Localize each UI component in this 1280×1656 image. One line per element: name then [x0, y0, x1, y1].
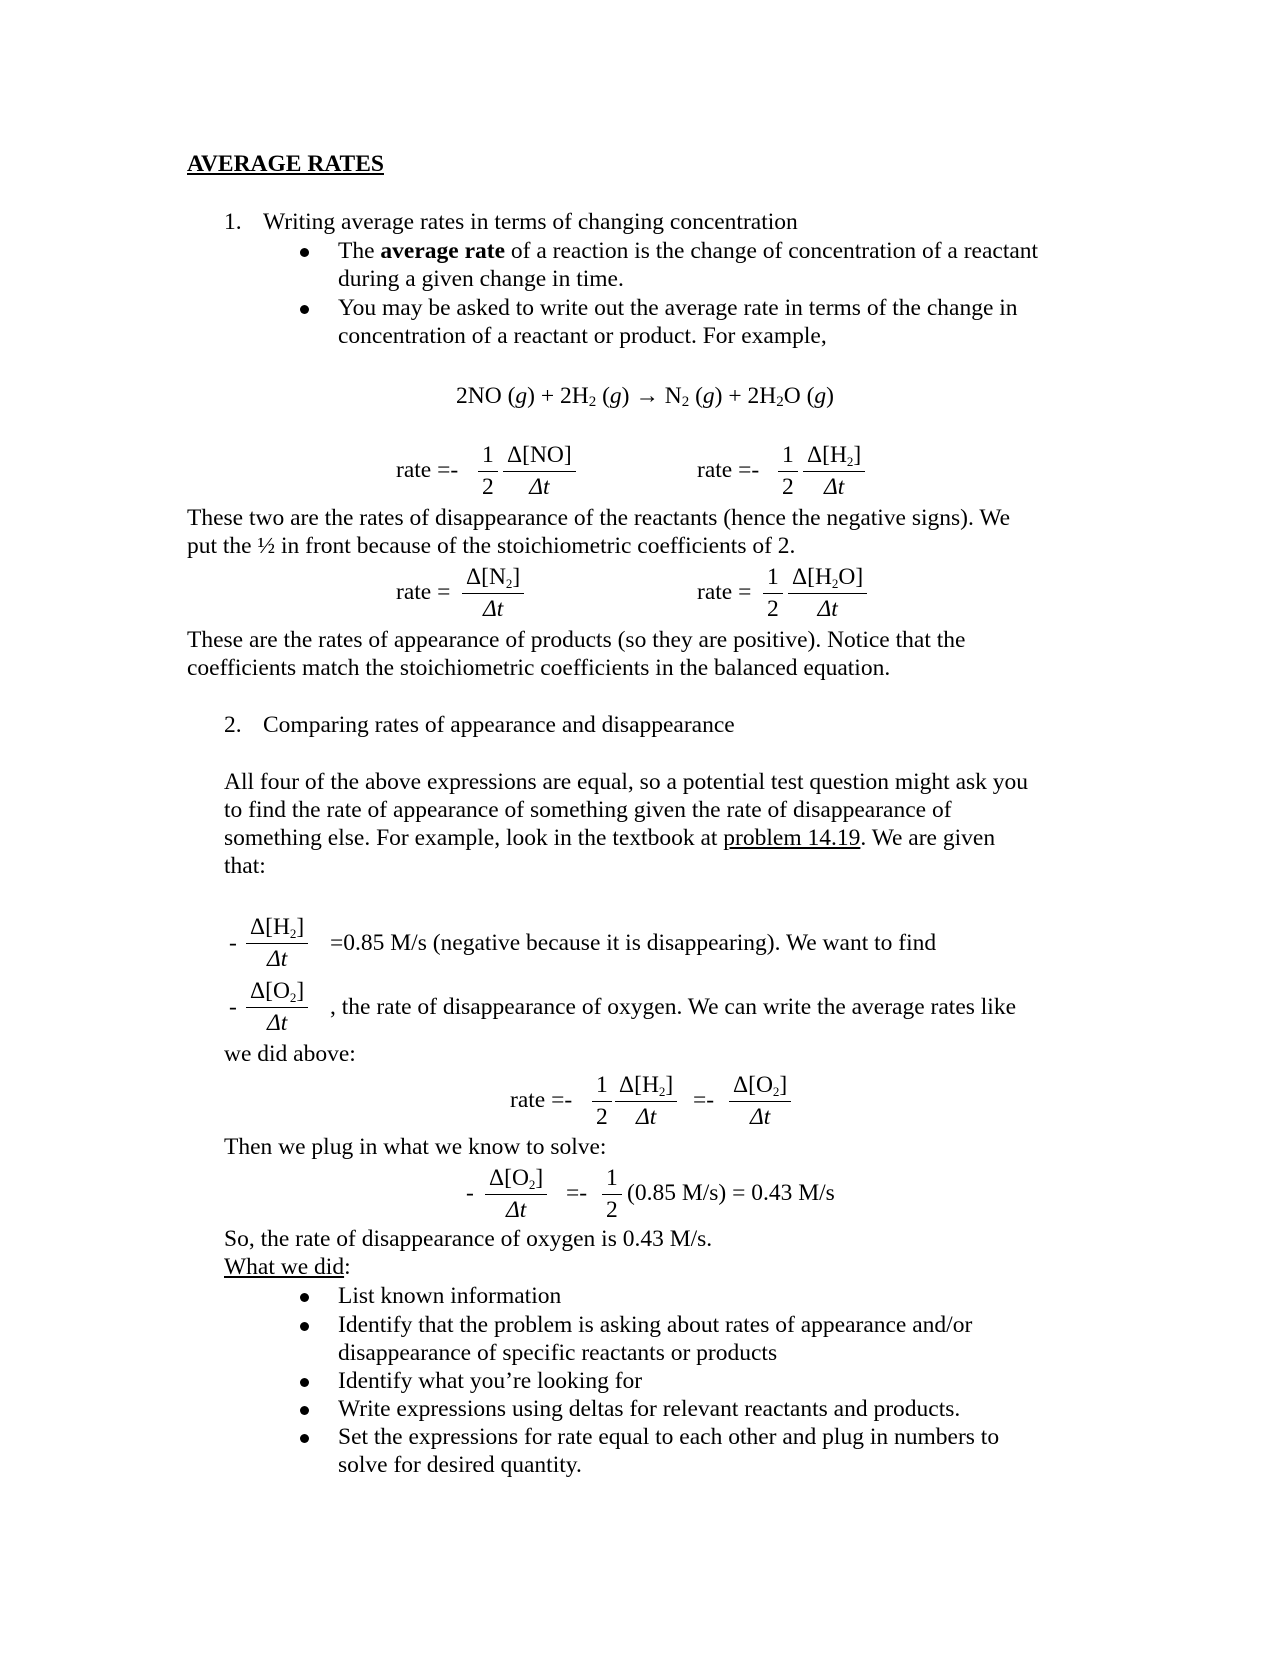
step-item-continuation: disappearance of specific reactants or products	[338, 1340, 778, 1366]
step-item: Write expressions using deltas for relevant reactants and products.	[338, 1396, 961, 1422]
rate-h2-label: rate =-	[697, 457, 760, 483]
step-item-continuation: solve for desired quantity.	[338, 1452, 582, 1478]
minus-sign: -	[466, 1180, 474, 1206]
what-we-did-heading: What we did:	[224, 1254, 351, 1280]
bullet-icon	[300, 248, 309, 257]
paragraph-reactants-line2: put the ½ in front because of the stoichiometric coefficients of 2.	[187, 533, 796, 559]
o2-rate-text: , the rate of disappearance of oxygen. We can write the average rates like	[330, 994, 1017, 1020]
combined-rate-label: rate =-	[510, 1087, 573, 1113]
minus-sign: -	[229, 930, 237, 956]
equals-minus: =-	[693, 1087, 715, 1113]
section-2-paragraph-line3: something else. For example, look in the textbook at problem 14.19. We are given	[224, 825, 996, 851]
rate-no-label: rate =-	[396, 457, 459, 483]
conclusion-text: So, the rate of disappearance of oxygen is 0.43 M/s.	[224, 1226, 713, 1252]
bullet-average-rate-line1: The average rate of a reaction is the change of concentration of a reactant	[338, 238, 1039, 264]
fraction-delta-h2-dt: $\Delta[H_2]$ Δt	[803, 441, 865, 501]
bullet-icon	[300, 1378, 309, 1387]
fraction-one-half: 1 2	[592, 1071, 612, 1131]
bullet-icon	[300, 1434, 309, 1443]
section-2-number: 2.	[224, 712, 242, 738]
fraction-delta-h2-dt: $\Delta[H_2]$ Δt	[246, 913, 308, 973]
fraction-delta-n2-dt: $\Delta[N_2]$ Δt	[462, 563, 524, 623]
bullet-icon	[300, 1293, 309, 1302]
paragraph-products-line1: These are the rates of appearance of products (so they are positive). Notice that the	[187, 627, 966, 653]
fraction-delta-h2o-dt: $\Delta[H_2O]$ Δt	[788, 563, 867, 623]
paragraph-products-line2: coefficients match the stoichiometric coefficients in the balanced equation.	[187, 655, 891, 681]
bullet-icon	[300, 305, 309, 314]
fraction-one-half: 1 2	[763, 563, 783, 623]
plug-in-text: Then we plug in what we know to solve:	[224, 1134, 607, 1160]
fraction-delta-no-dt: Δ[NO] Δt	[503, 441, 576, 501]
bullet-write-out-line1: You may be asked to write out the average rate in terms of the change in	[338, 295, 1018, 321]
fraction-delta-o2-dt: $\Delta[O_2]$ Δt	[485, 1164, 547, 1224]
calculation-text: (0.85 M/s) = 0.43 M/s	[627, 1180, 835, 1206]
paragraph-reactants-line1: These two are the rates of disappearance of the reactants (hence the negative signs). We	[187, 505, 1011, 531]
step-item: Identify that the problem is asking about rates of appearance and/or	[338, 1312, 973, 1338]
fraction-delta-o2-dt: $\Delta[O_2]$ Δt	[246, 977, 308, 1037]
equals-minus: =-	[566, 1180, 588, 1206]
we-did-above-text: we did above:	[224, 1041, 356, 1067]
fraction-delta-o2-dt: $\Delta[O_2]$ Δt	[729, 1071, 791, 1131]
given-rate-text: =0.85 M/s (negative because it is disappearing). We want to find	[330, 930, 937, 956]
chemical-equation: 2NO $(g) + 2H_2$ $(g) \to N_2$ $(g) + 2H_2O$ (g)	[456, 383, 834, 410]
minus-sign: -	[229, 994, 237, 1020]
fraction-delta-h2-dt: $\Delta[H_2]$ Δt	[615, 1071, 677, 1131]
problem-link[interactable]: problem 14.19	[723, 825, 861, 851]
fraction-one-half: 1 2	[778, 441, 798, 501]
section-2-paragraph-line2: to find the rate of appearance of something given the rate of disappearance of	[224, 797, 952, 823]
bullet-average-rate-line2: during a given change in time.	[338, 266, 624, 292]
rate-n2-label: rate =	[396, 579, 451, 605]
fraction-one-half: 1 2	[602, 1164, 622, 1224]
bullet-icon	[300, 1322, 309, 1331]
section-1-number: 1.	[224, 209, 242, 235]
rate-h2o-label: rate =	[697, 579, 752, 605]
step-item: Set the expressions for rate equal to each other and plug in numbers to	[338, 1424, 1000, 1450]
step-item: Identify what you’re looking for	[338, 1368, 643, 1394]
section-2-paragraph-line1: All four of the above expressions are equal, so a potential test question might ask you	[224, 769, 1029, 795]
page-title: AVERAGE RATES	[187, 151, 384, 177]
fraction-one-half: 1 2	[478, 441, 498, 501]
bullet-write-out-line2: concentration of a reactant or product. For example,	[338, 323, 827, 349]
section-1-heading: Writing average rates in terms of changing concentration	[263, 209, 798, 235]
step-item: List known information	[338, 1283, 562, 1309]
section-2-heading: Comparing rates of appearance and disappearance	[263, 712, 735, 738]
section-2-paragraph-line4: that:	[224, 853, 266, 879]
bullet-icon	[300, 1406, 309, 1415]
